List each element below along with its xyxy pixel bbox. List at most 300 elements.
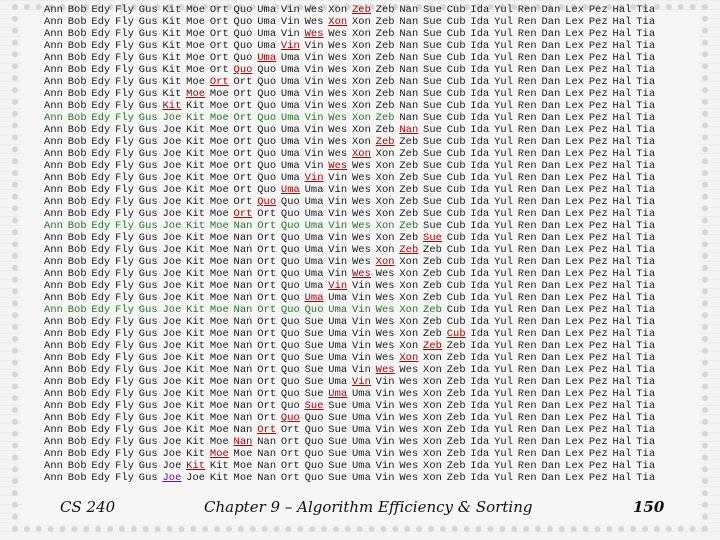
trace-cell: Ann: [44, 244, 64, 256]
trace-cell: Kit: [186, 424, 206, 436]
trace-cell: Vin: [375, 436, 395, 448]
trace-cell: Quo: [280, 244, 300, 256]
trace-cell: Cub: [446, 184, 466, 196]
trace-cell: Ida: [470, 268, 490, 280]
trace-cell: Uma: [280, 136, 300, 148]
trace-cell: Yul: [494, 88, 514, 100]
trace-cell: Ren: [517, 280, 537, 292]
trace-cell: Tia: [636, 304, 656, 316]
trace-cell: Pez: [588, 460, 608, 472]
trace-cell: Lex: [565, 352, 585, 364]
trace-cell: Sue: [423, 208, 443, 220]
trace-cell: Ida: [470, 100, 490, 112]
trace-cell: Fly: [115, 292, 135, 304]
trace-cell: Xon: [375, 220, 395, 232]
trace-cell: Pez: [588, 64, 608, 76]
trace-cell: Bob: [67, 256, 87, 268]
trace-cell: Sue: [423, 148, 443, 160]
trace-cell: Hal: [612, 328, 632, 340]
trace-cell: Lex: [565, 124, 585, 136]
trace-cell: Joe: [162, 232, 182, 244]
trace-cell: Sue: [328, 412, 348, 424]
trace-cell: Hal: [612, 292, 632, 304]
trace-cell: Ida: [470, 388, 490, 400]
trace-cell: Dan: [541, 472, 561, 484]
trace-cell: Zeb: [446, 340, 466, 352]
trace-cell: Edy: [91, 88, 111, 100]
trace-cell: Edy: [91, 28, 111, 40]
trace-cell: Sue: [304, 340, 324, 352]
trace-row: [44, 412, 660, 424]
trace-cell: Fly: [115, 76, 135, 88]
trace-cell: Wes: [375, 364, 395, 376]
trace-cell: Fly: [115, 64, 135, 76]
trace-cell: Yul: [494, 424, 514, 436]
trace-cell: Wes: [399, 460, 419, 472]
trace-cell: Wes: [351, 184, 371, 196]
trace-cell: Quo: [304, 472, 324, 484]
trace-cell: Xon: [423, 436, 443, 448]
trace-cell: Dan: [541, 268, 561, 280]
trace-cell: Sue: [328, 460, 348, 472]
trace-cell: Kit: [186, 352, 206, 364]
trace-cell: Xon: [423, 364, 443, 376]
trace-cell: Moe: [209, 184, 229, 196]
trace-cell: Yul: [494, 364, 514, 376]
trace-cell: Kit: [186, 376, 206, 388]
trace-cell: Zeb: [423, 280, 443, 292]
trace-cell: Dan: [541, 208, 561, 220]
trace-cell: Quo: [280, 376, 300, 388]
trace-cell: Xon: [351, 136, 371, 148]
trace-cell: Edy: [91, 280, 111, 292]
trace-cell: Gus: [138, 340, 158, 352]
trace-cell: Kit: [162, 40, 182, 52]
trace-cell: Cub: [446, 196, 466, 208]
trace-cell: Quo: [304, 448, 324, 460]
trace-cell: Uma: [280, 88, 300, 100]
trace-cell: Edy: [91, 4, 111, 16]
trace-cell: Zeb: [423, 316, 443, 328]
trace-cell: Sue: [423, 136, 443, 148]
trace-cell: Lex: [565, 232, 585, 244]
trace-cell: Ren: [517, 64, 537, 76]
trace-cell: Pez: [588, 40, 608, 52]
trace-cell: Ort: [257, 352, 277, 364]
trace-cell: Edy: [91, 292, 111, 304]
trace-cell: Kit: [186, 340, 206, 352]
trace-cell: Ann: [44, 52, 64, 64]
trace-cell: Bob: [67, 388, 87, 400]
trace-cell: Uma: [328, 352, 348, 364]
trace-cell: Wes: [399, 376, 419, 388]
trace-cell: Fly: [115, 40, 135, 52]
trace-cell: Gus: [138, 292, 158, 304]
trace-cell: Wes: [399, 400, 419, 412]
trace-cell: Quo: [280, 328, 300, 340]
trace-cell: Wes: [328, 112, 348, 124]
trace-cell: Nan: [233, 376, 253, 388]
trace-cell: Edy: [91, 472, 111, 484]
trace-cell: Xon: [351, 112, 371, 124]
trace-cell: Hal: [612, 472, 632, 484]
trace-cell: Tia: [636, 160, 656, 172]
trace-cell: Quo: [304, 460, 324, 472]
trace-cell: Uma: [351, 436, 371, 448]
trace-cell: Quo: [257, 76, 277, 88]
trace-cell: Hal: [612, 424, 632, 436]
trace-cell: Hal: [612, 460, 632, 472]
trace-cell: Ida: [470, 340, 490, 352]
trace-cell: Gus: [138, 412, 158, 424]
trace-cell: Pez: [588, 436, 608, 448]
trace-cell: Vin: [351, 376, 371, 388]
trace-cell: Ort: [257, 364, 277, 376]
trace-cell: Joe: [162, 412, 182, 424]
trace-cell: Wes: [399, 472, 419, 484]
trace-cell: Dan: [541, 352, 561, 364]
trace-cell: Quo: [257, 184, 277, 196]
trace-cell: Bob: [67, 28, 87, 40]
trace-cell: Quo: [304, 436, 324, 448]
trace-cell: Kit: [186, 220, 206, 232]
trace-cell: Moe: [209, 436, 229, 448]
trace-cell: Ann: [44, 376, 64, 388]
trace-cell: Ren: [517, 208, 537, 220]
trace-cell: Kit: [162, 100, 182, 112]
trace-cell: Edy: [91, 244, 111, 256]
trace-cell: Bob: [67, 148, 87, 160]
trace-cell: Vin: [375, 388, 395, 400]
trace-cell: Vin: [280, 28, 300, 40]
trace-cell: Ort: [233, 172, 253, 184]
trace-cell: Zeb: [375, 64, 395, 76]
trace-cell: Ida: [470, 280, 490, 292]
trace-cell: Ann: [44, 136, 64, 148]
trace-cell: Joe: [162, 148, 182, 160]
trace-cell: Wes: [328, 40, 348, 52]
trace-row: [44, 28, 660, 40]
trace-cell: Fly: [115, 112, 135, 124]
trace-cell: Ann: [44, 472, 64, 484]
trace-cell: Xon: [423, 472, 443, 484]
trace-cell: Xon: [351, 64, 371, 76]
trace-cell: Fly: [115, 28, 135, 40]
trace-cell: Ann: [44, 304, 64, 316]
trace-cell: Ann: [44, 184, 64, 196]
trace-cell: Zeb: [446, 352, 466, 364]
trace-cell: Tia: [636, 208, 656, 220]
trace-cell: Dan: [541, 196, 561, 208]
trace-cell: Edy: [91, 424, 111, 436]
trace-cell: Uma: [351, 424, 371, 436]
trace-cell: Kit: [186, 172, 206, 184]
footer-course: CS 240: [60, 498, 116, 516]
trace-cell: Pez: [588, 388, 608, 400]
trace-cell: Ren: [517, 436, 537, 448]
trace-cell: Wes: [375, 268, 395, 280]
trace-cell: Nan: [399, 40, 419, 52]
trace-cell: Xon: [375, 196, 395, 208]
trace-cell: Yul: [494, 472, 514, 484]
trace-cell: Quo: [280, 304, 300, 316]
trace-cell: Wes: [351, 172, 371, 184]
trace-cell: Wes: [399, 424, 419, 436]
trace-cell: Zeb: [423, 244, 443, 256]
trace-cell: Fly: [115, 412, 135, 424]
trace-cell: Fly: [115, 460, 135, 472]
trace-cell: Ida: [470, 40, 490, 52]
trace-cell: Wes: [375, 328, 395, 340]
trace-cell: Nan: [399, 28, 419, 40]
trace-cell: Sue: [423, 124, 443, 136]
trace-cell: Moe: [209, 448, 229, 460]
trace-cell: Zeb: [423, 328, 443, 340]
trace-cell: Tia: [636, 52, 656, 64]
trace-cell: Pez: [588, 4, 608, 16]
trace-cell: Ann: [44, 196, 64, 208]
trace-cell: Ort: [257, 292, 277, 304]
trace-cell: Zeb: [423, 292, 443, 304]
trace-cell: Edy: [91, 400, 111, 412]
trace-cell: Ren: [517, 220, 537, 232]
trace-cell: Xon: [375, 256, 395, 268]
trace-cell: Lex: [565, 340, 585, 352]
trace-cell: Ann: [44, 256, 64, 268]
trace-cell: Xon: [423, 448, 443, 460]
trace-cell: Dan: [541, 64, 561, 76]
trace-cell: Yul: [494, 292, 514, 304]
trace-cell: Gus: [138, 112, 158, 124]
trace-row: [44, 376, 660, 388]
trace-row: [44, 172, 660, 184]
trace-cell: Yul: [494, 280, 514, 292]
trace-cell: Xon: [328, 4, 348, 16]
trace-cell: Quo: [280, 352, 300, 364]
trace-cell: Uma: [280, 124, 300, 136]
trace-cell: Quo: [280, 280, 300, 292]
trace-cell: Sue: [304, 352, 324, 364]
trace-cell: Gus: [138, 4, 158, 16]
trace-cell: Hal: [612, 364, 632, 376]
trace-cell: Joe: [162, 196, 182, 208]
trace-row: [44, 16, 660, 28]
trace-cell: Bob: [67, 304, 87, 316]
trace-cell: Lex: [565, 256, 585, 268]
trace-cell: Zeb: [446, 472, 466, 484]
trace-cell: Lex: [565, 400, 585, 412]
trace-cell: Ren: [517, 148, 537, 160]
trace-cell: Ren: [517, 268, 537, 280]
trace-cell: Yul: [494, 28, 514, 40]
trace-cell: Yul: [494, 376, 514, 388]
trace-cell: Kit: [162, 16, 182, 28]
trace-cell: Vin: [304, 136, 324, 148]
trace-cell: Ida: [470, 172, 490, 184]
trace-cell: Yul: [494, 268, 514, 280]
trace-cell: Vin: [375, 460, 395, 472]
trace-cell: Ren: [517, 412, 537, 424]
trace-row: [44, 388, 660, 400]
trace-cell: Quo: [233, 40, 253, 52]
trace-cell: Ort: [257, 280, 277, 292]
trace-cell: Edy: [91, 388, 111, 400]
trace-cell: Moe: [209, 340, 229, 352]
trace-cell: Vin: [351, 328, 371, 340]
trace-cell: Ann: [44, 76, 64, 88]
trace-cell: Bob: [67, 472, 87, 484]
trace-cell: Yul: [494, 76, 514, 88]
trace-row: [44, 304, 660, 316]
trace-cell: Nan: [233, 316, 253, 328]
trace-cell: Fly: [115, 172, 135, 184]
trace-cell: Tia: [636, 316, 656, 328]
trace-cell: Fly: [115, 4, 135, 16]
trace-cell: Wes: [328, 28, 348, 40]
trace-cell: Yul: [494, 148, 514, 160]
trace-cell: Ort: [280, 448, 300, 460]
trace-cell: Ren: [517, 4, 537, 16]
trace-cell: Hal: [612, 52, 632, 64]
trace-cell: Wes: [328, 52, 348, 64]
trace-cell: Nan: [233, 268, 253, 280]
trace-cell: Pez: [588, 112, 608, 124]
trace-cell: Vin: [375, 376, 395, 388]
trace-cell: Kit: [186, 100, 206, 112]
trace-cell: Nan: [257, 460, 277, 472]
trace-cell: Wes: [399, 364, 419, 376]
trace-cell: Pez: [588, 136, 608, 148]
trace-cell: Nan: [233, 352, 253, 364]
trace-cell: Ren: [517, 364, 537, 376]
trace-cell: Ann: [44, 100, 64, 112]
trace-cell: Bob: [67, 232, 87, 244]
trace-cell: Uma: [304, 184, 324, 196]
trace-cell: Joe: [162, 208, 182, 220]
trace-cell: Pez: [588, 208, 608, 220]
trace-cell: Gus: [138, 148, 158, 160]
trace-cell: Tia: [636, 196, 656, 208]
trace-cell: Cub: [446, 220, 466, 232]
trace-cell: Ort: [233, 148, 253, 160]
trace-cell: Ort: [233, 136, 253, 148]
trace-row: [44, 424, 660, 436]
trace-cell: Uma: [280, 148, 300, 160]
trace-cell: Tia: [636, 268, 656, 280]
trace-cell: Uma: [328, 304, 348, 316]
trace-cell: Hal: [612, 220, 632, 232]
trace-cell: Zeb: [446, 448, 466, 460]
trace-cell: Cub: [446, 124, 466, 136]
trace-cell: Ida: [470, 256, 490, 268]
trace-cell: Zeb: [446, 424, 466, 436]
trace-cell: Quo: [257, 64, 277, 76]
trace-cell: Pez: [588, 424, 608, 436]
trace-cell: Pez: [588, 196, 608, 208]
trace-cell: Hal: [612, 124, 632, 136]
trace-cell: Uma: [328, 316, 348, 328]
trace-cell: Lex: [565, 196, 585, 208]
trace-cell: Hal: [612, 388, 632, 400]
trace-cell: Nan: [399, 88, 419, 100]
trace-cell: Vin: [328, 220, 348, 232]
trace-cell: Lex: [565, 376, 585, 388]
trace-cell: Fly: [115, 232, 135, 244]
trace-cell: Fly: [115, 364, 135, 376]
trace-cell: Hal: [612, 352, 632, 364]
trace-row: [44, 64, 660, 76]
trace-cell: Lex: [565, 100, 585, 112]
trace-cell: Edy: [91, 316, 111, 328]
trace-cell: Zeb: [399, 196, 419, 208]
trace-cell: Uma: [280, 112, 300, 124]
trace-cell: Moe: [233, 448, 253, 460]
trace-cell: Dan: [541, 112, 561, 124]
trace-cell: Ann: [44, 340, 64, 352]
trace-cell: Uma: [280, 172, 300, 184]
trace-cell: Moe: [209, 268, 229, 280]
trace-cell: Ren: [517, 112, 537, 124]
trace-cell: Xon: [375, 232, 395, 244]
trace-cell: Yul: [494, 412, 514, 424]
trace-cell: Wes: [375, 340, 395, 352]
trace-cell: Quo: [304, 304, 324, 316]
trace-cell: Quo: [257, 124, 277, 136]
trace-cell: Dan: [541, 400, 561, 412]
trace-cell: Cub: [446, 256, 466, 268]
trace-cell: Zeb: [423, 268, 443, 280]
trace-cell: Joe: [162, 280, 182, 292]
trace-cell: Sue: [304, 364, 324, 376]
trace-cell: Pez: [588, 316, 608, 328]
trace-cell: Ida: [470, 316, 490, 328]
trace-cell: Kit: [162, 4, 182, 16]
trace-cell: Cub: [446, 88, 466, 100]
trace-row: [44, 352, 660, 364]
trace-cell: Pez: [588, 244, 608, 256]
trace-cell: Yul: [494, 400, 514, 412]
trace-cell: Lex: [565, 280, 585, 292]
trace-cell: Xon: [375, 244, 395, 256]
trace-row: [44, 208, 660, 220]
trace-cell: Ren: [517, 160, 537, 172]
trace-cell: Moe: [209, 400, 229, 412]
trace-cell: Quo: [257, 196, 277, 208]
trace-cell: Nan: [399, 4, 419, 16]
trace-cell: Ort: [280, 460, 300, 472]
trace-cell: Joe: [162, 124, 182, 136]
trace-cell: Ort: [257, 412, 277, 424]
trace-cell: Kit: [186, 112, 206, 124]
trace-cell: Sue: [304, 388, 324, 400]
trace-cell: Quo: [280, 196, 300, 208]
trace-cell: Nan: [233, 256, 253, 268]
trace-cell: Fly: [115, 184, 135, 196]
trace-cell: Edy: [91, 208, 111, 220]
trace-cell: Edy: [91, 40, 111, 52]
trace-cell: Vin: [328, 172, 348, 184]
trace-cell: Ida: [470, 64, 490, 76]
trace-cell: Bob: [67, 16, 87, 28]
trace-cell: Sue: [423, 28, 443, 40]
trace-cell: Fly: [115, 280, 135, 292]
trace-cell: Hal: [612, 412, 632, 424]
trace-cell: Joe: [162, 340, 182, 352]
trace-cell: Kit: [209, 472, 229, 484]
trace-cell: Ren: [517, 76, 537, 88]
trace-cell: Yul: [494, 448, 514, 460]
trace-cell: Cub: [446, 172, 466, 184]
